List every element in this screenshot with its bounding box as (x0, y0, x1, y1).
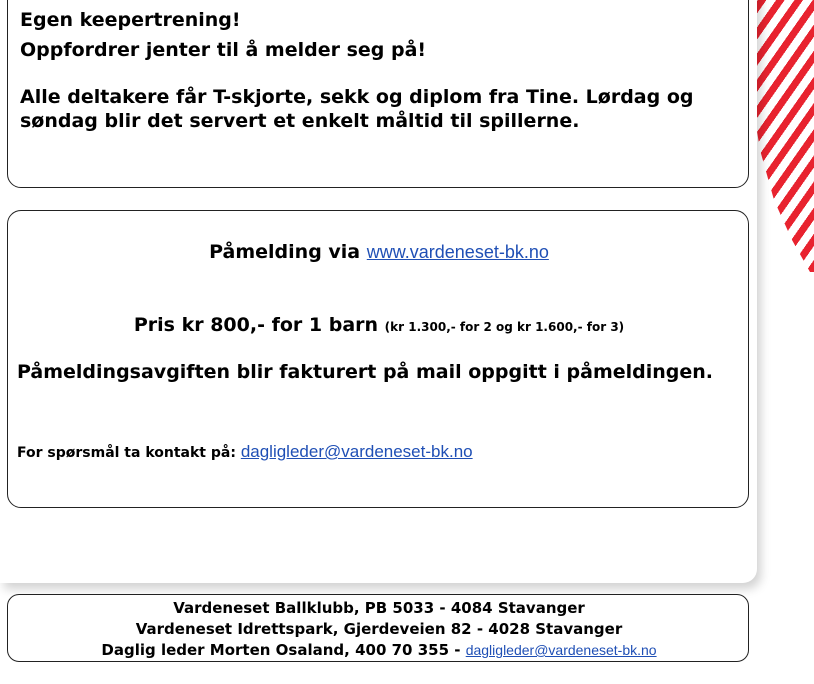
footer-box (7, 594, 749, 662)
price-main: Pris kr 800,- for 1 barn (133, 314, 379, 336)
info-box (7, 0, 749, 188)
registration-box (7, 210, 749, 508)
fee-note: Påmeldingsavgiften blir fakturert på mail oppgitt i påmeldingen. (17, 361, 714, 383)
participants-gifts-text: Alle deltakere får T-skjorte, sekk og diplom fra Tine. Lørdag og søndag blir det servert et enkelt måltid til spillerne. (20, 86, 694, 132)
footer-address-line: Vardeneset Ballklubb, PB 5033 - 4084 Stavanger (173, 599, 585, 617)
contact-email-link[interactable]: dagligleder@vardeneset-bk.no (240, 442, 473, 461)
footer-email-link[interactable]: dagligleder@vardeneset-bk.no (465, 642, 657, 658)
girls-encouraged-text: Oppfordrer jenter til å melder seg på! (20, 39, 427, 61)
website-link[interactable]: www.vardeneset-bk.no (366, 242, 549, 262)
registration-prefix: Påmelding via (209, 241, 361, 263)
contact-prefix: For spørsmål ta kontakt på: (17, 445, 236, 461)
footer-venue-line: Vardeneset Idrettspark, Gjerdeveien 82 - 4028 Stavanger (135, 620, 623, 638)
contact-line (17, 442, 473, 462)
price-note: (kr 1.300,- for 2 og kr 1.600,- for 3) (384, 320, 625, 334)
footer-contact-line (8, 640, 750, 660)
registration-line (8, 241, 750, 263)
footer-manager-text: Daglig leder Morten Osaland, 400 70 355 - (101, 641, 461, 659)
keeper-training-text: Egen keepertrening! (20, 9, 241, 31)
price-line (8, 314, 750, 336)
red-stripes-decoration (752, 0, 814, 272)
